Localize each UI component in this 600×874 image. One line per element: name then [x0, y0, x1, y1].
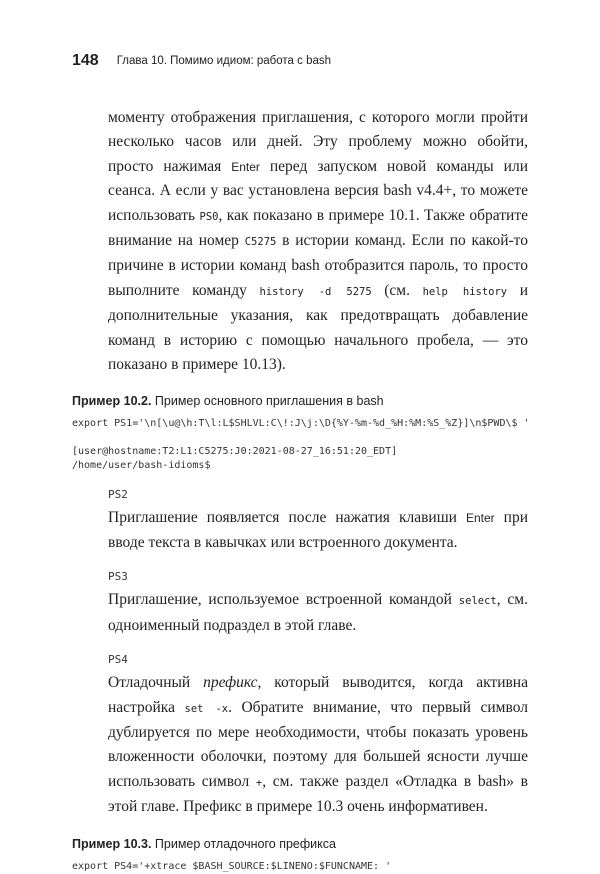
text-span: , как показано в примере 10.1. Также обратите внимание на номер	[108, 206, 528, 250]
kbd-span: Enter	[231, 159, 260, 174]
example-caption	[72, 836, 600, 852]
text-span: . Обратите внимание, что первый символ дублируется по мере необходимости, чтобы показать уровень вложенности оболочки, поэтому для большей ясности лучше использовать символ	[108, 698, 528, 790]
text-span: , который выводится, когда активна настройка	[108, 674, 528, 716]
kbd-span: Enter	[465, 511, 495, 526]
example-caption-text: Пример основного приглашения в bash	[151, 394, 384, 409]
text-span: (см.	[371, 281, 423, 299]
example-label: Пример 10.2.	[72, 394, 152, 409]
example-caption	[72, 393, 600, 409]
text-span: , см. также раздел «Отладка в bash» в этой главе. Префикс в примере 10.3 очень информативен.	[108, 772, 528, 816]
term-ps2: PS2	[108, 488, 128, 502]
example-caption-text: Пример отладочного префикса	[151, 836, 336, 851]
text-span: Отладочный	[108, 674, 204, 692]
term-ps4: PS4	[108, 653, 128, 667]
text-span: , см. одноименный подраздел в этой главе.	[108, 591, 528, 634]
paragraph	[108, 588, 528, 638]
text-span: при вводе текста в кавычках или встроенного документа.	[108, 509, 528, 551]
text-span: Приглашение появляется после нажатия клавиши	[108, 509, 466, 527]
code-span: set -x	[184, 702, 229, 715]
code-block: export PS1='\n[\u@\h:T\l:L$SHLVL:C\!:J\j:\D{%Y-%m-%d_%H:%M:%S_%Z}]\n$PWD\$ ' [user@hostname:T2:L1:C5275:J0:2021-08-27_16:51:20_EDT] /home/user/bash-idioms$	[72, 418, 530, 472]
page-number: 148	[72, 52, 99, 69]
code-block: export PS4='+xtrace $BASH_SOURCE:$LINENO:$FUNCNAME: '	[72, 860, 392, 872]
text-span: Приглашение, используемое встроенной командой	[108, 591, 459, 609]
paragraph	[108, 671, 528, 819]
text-span: моменту отображения приглашения, с которого могли пройти несколько часов или дней. Эту проблему можно обойти, просто нажимая	[108, 109, 528, 175]
text-span: в истории команд. Если по какой-то причине в истории команд bash отобразится пароль, то просто выполните команду	[108, 232, 529, 299]
term-ps3: PS3	[108, 570, 128, 584]
text-span: перед запуском новой команды или сеанса. А если у вас установлена версия bash v4.4+, то можете использовать	[108, 157, 528, 224]
paragraph	[108, 506, 528, 555]
code-span: C5275	[244, 236, 277, 249]
page-body	[0, 106, 600, 874]
code-span: PS0	[199, 210, 219, 223]
example-label: Пример 10.3.	[72, 836, 152, 851]
code-span: select	[458, 595, 497, 608]
text-span: и дополнительные указания, как предотвращать добавление команд в историю с помощью начального пробела, — это показано в примере 10.13).	[108, 281, 529, 374]
code-span: history -d 5275	[259, 285, 372, 298]
chapter-title: Глава 10. Помимо идиом: работа с bash	[116, 55, 332, 67]
code-span: +	[255, 776, 263, 789]
paragraph	[108, 106, 528, 377]
em-span: префикс	[203, 674, 258, 692]
code-span: help history	[422, 285, 508, 298]
running-header	[72, 52, 532, 74]
